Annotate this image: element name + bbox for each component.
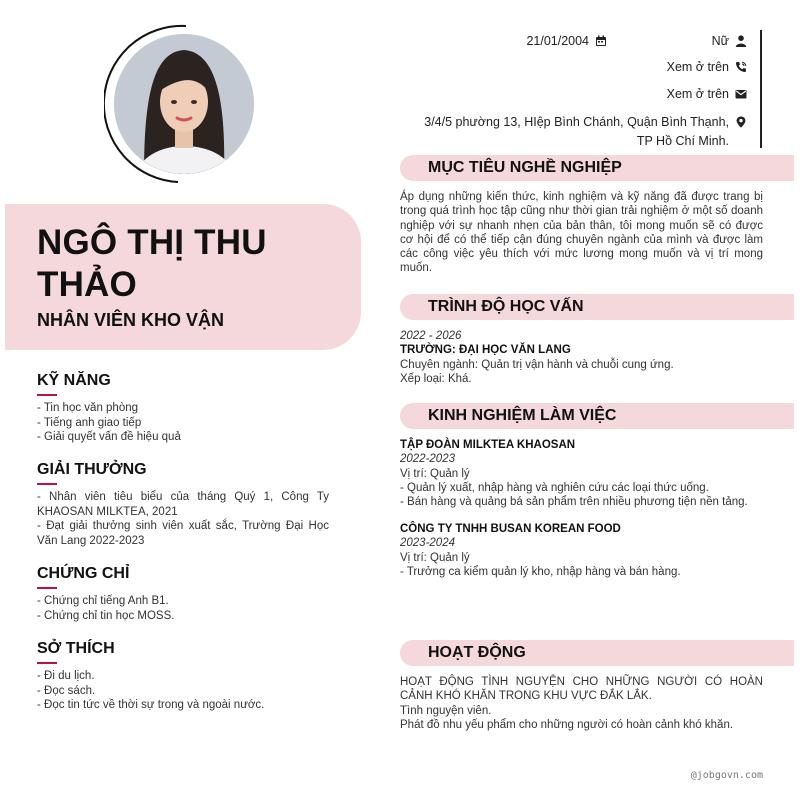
- hobbies-item: - Đi du lịch.: [37, 670, 95, 682]
- awards-heading: GIẢI THƯỞNG: [37, 461, 147, 478]
- contact-block: [382, 30, 762, 148]
- job-duty: - Quản lý xuất, nhập hàng và nghiên cứu các loại thức uống.: [400, 481, 709, 494]
- gender-row: [712, 34, 748, 48]
- gender-text: Nữ: [711, 34, 729, 48]
- job-title: NHÂN VIÊN KHO VẬN: [37, 310, 225, 330]
- avatar: [114, 34, 254, 174]
- heading-underline: [37, 662, 57, 664]
- education-period: 2022 - 2026: [400, 330, 462, 342]
- education-major: Chuyên ngành: Quản trị vận hành và chuỗi cung ứng.: [400, 358, 674, 371]
- experience-job: [400, 522, 763, 579]
- email-text: Xem ở trên: [666, 87, 729, 101]
- name-banner: [5, 204, 361, 350]
- experience-job: [400, 438, 763, 509]
- activities-header: [400, 640, 794, 666]
- company-name: CÔNG TY TNHH BUSAN KOREAN FOOD: [400, 523, 621, 535]
- activity-name: HOẠT ĐỘNG TÌNH NGUYỆN CHO NHỮNG NGƯỜI CÓ HOÀN CẢNH KHÓ KHĂN TRONG KHU VỰC ĐẮK LẮK.: [400, 676, 763, 703]
- location-pin-icon: [734, 115, 748, 129]
- awards-item: - Nhân viên tiêu biểu của tháng Quý 1, Công Ty KHAOSAN MILKTEA, 2021: [37, 491, 329, 518]
- job-duty: - Bán hàng và quảng bá sản phẩm trên nhiều phương tiện nền tảng.: [400, 496, 748, 509]
- heading-underline: [37, 483, 57, 485]
- job-period: 2022-2023: [400, 453, 455, 466]
- heading-underline: [37, 587, 57, 589]
- candidate-name: NGÔ THỊ THU THẢO: [37, 223, 267, 304]
- job-position: Vị trí: Quản lý: [400, 551, 470, 564]
- awards-item: - Đạt giải thưởng sinh viên xuất sắc, Trường Đại Học Văn Lang 2022-2023: [37, 520, 329, 547]
- education-heading: TRÌNH ĐỘ HỌC VẤN: [428, 298, 584, 315]
- hobbies-item: - Đọc tin tức về thời sự trong và ngoài nước.: [37, 699, 265, 711]
- objective-heading: MỤC TIÊU NGHỀ NGHIỆP: [428, 159, 622, 176]
- hobbies-heading: SỞ THÍCH: [37, 640, 115, 657]
- certificates-heading: CHỨNG CHỈ: [37, 565, 130, 582]
- heading-underline: [37, 394, 57, 396]
- dob-row: [526, 34, 608, 48]
- address-text: [424, 113, 729, 151]
- activities-heading: HOẠT ĐỘNG: [428, 644, 526, 661]
- phone-text: Xem ở trên: [666, 60, 729, 74]
- job-period: 2023-2024: [400, 537, 455, 550]
- certificates-item: - Chứng chỉ tin học MOSS.: [37, 609, 175, 622]
- education-block: [400, 329, 763, 386]
- skills-item: - Tiếng anh giao tiếp: [37, 416, 142, 429]
- address-line: TP Hồ Chí Minh.: [636, 134, 729, 148]
- objective-header: [400, 155, 794, 181]
- activity-role: Tình nguyện viên.: [400, 704, 492, 717]
- address-row: [424, 113, 748, 151]
- phone-icon: [734, 60, 748, 74]
- mail-icon: [734, 87, 748, 101]
- skills-heading: KỸ NĂNG: [37, 372, 111, 389]
- awards-section: [37, 460, 329, 548]
- experience-header: [400, 403, 794, 429]
- company-name: TẬP ĐOÀN MILKTEA KHAOSAN: [400, 439, 576, 451]
- certificates-section: [37, 564, 329, 623]
- education-header: [400, 294, 794, 320]
- activities-block: [400, 675, 763, 732]
- objective-text: Áp dụng những kiến thức, kinh nghiệm và kỹ năng đã được trang bị trong quá trình học tập cũng như thời gian trải nghiệm ở một số doanh nghiệp với sự nhanh nhẹn của bản thân, tôi mong muốn sẽ có được cơ hội để có thể tiếp cận đúng chuyên ngành của mình và được làm các công việc yêu thích với mức lương mong muốn và vị trí mong muốn.: [400, 191, 763, 275]
- activity-description: Phát đồ nhu yếu phẩm cho những người có hoàn cảnh khó khăn.: [400, 718, 734, 731]
- watermark: @jobgovn.com: [690, 770, 763, 781]
- job-position: Vị trí: Quản lý: [400, 467, 470, 480]
- certificates-item: - Chứng chỉ tiếng Anh B1.: [37, 595, 169, 607]
- calendar-icon: [594, 34, 608, 48]
- avatar-frame: [104, 24, 260, 184]
- phone-row: [667, 60, 748, 74]
- experience-heading: KINH NGHIỆM LÀM VIỆC: [428, 407, 617, 424]
- portrait-image: [114, 34, 254, 174]
- user-icon: [734, 34, 748, 48]
- skills-item: - Tin học văn phòng: [37, 402, 139, 414]
- skills-section: [37, 371, 329, 445]
- job-duty: - Trưởng ca kiểm quản lý kho, nhập hàng và bán hàng.: [400, 565, 681, 578]
- dob-text: 21/01/2004: [526, 34, 589, 48]
- email-row: [667, 87, 748, 101]
- address-line: 3/4/5 phường 13, HIệp Bình Chánh, Quận Bình Thạnh,: [424, 115, 729, 129]
- skills-item: - Giải quyết vấn đề hiệu quả: [37, 431, 181, 443]
- education-school: TRƯỜNG: ĐẠI HỌC VĂN LANG: [400, 344, 571, 357]
- education-grade: Xếp loại: Khá.: [400, 372, 472, 385]
- hobbies-section: [37, 639, 329, 713]
- hobbies-item: - Đọc sách.: [37, 684, 96, 697]
